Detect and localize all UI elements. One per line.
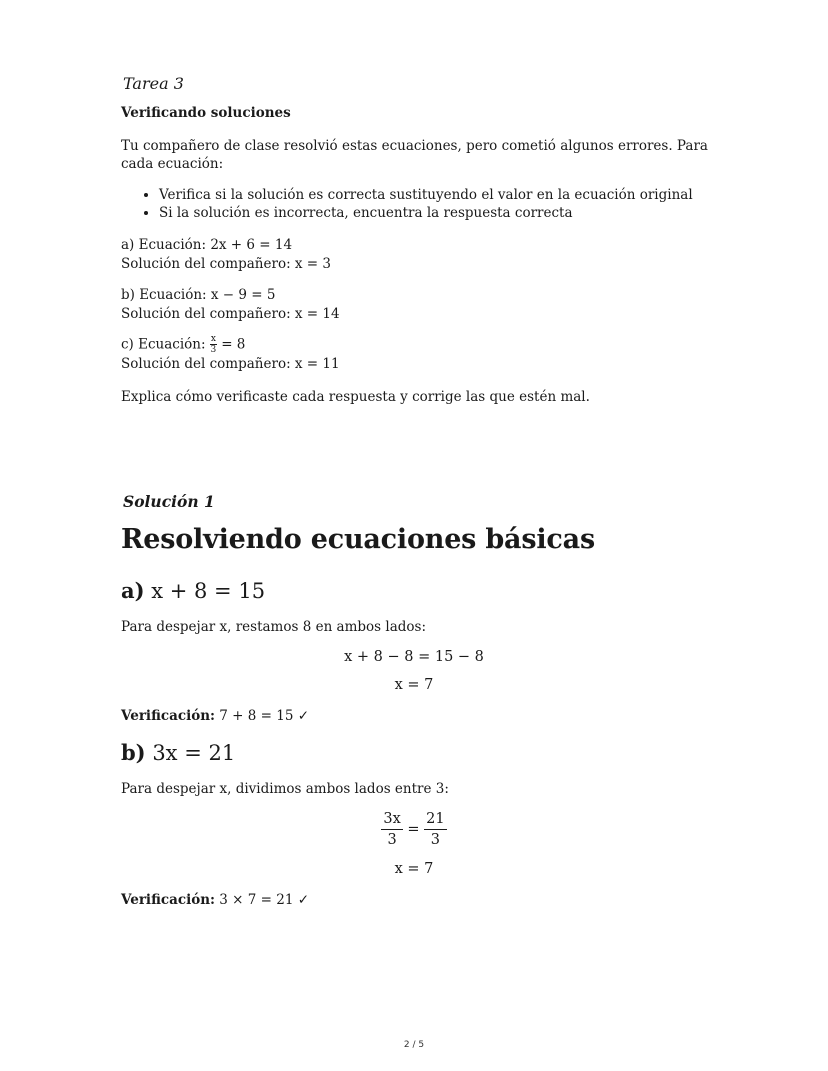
task-answer: x = 14 [294, 306, 340, 322]
fraction-left [381, 810, 402, 849]
part-a-explanation [121, 619, 426, 635]
solution-title: Resolviendo ecuaciones básicas [121, 524, 595, 555]
part-a-verification [121, 708, 309, 724]
part-a-heading [121, 578, 265, 603]
part-label: b) [121, 740, 146, 765]
fraction-denominator: 3 [210, 345, 217, 355]
task-item-prefix: b) Ecuación: [121, 287, 211, 303]
task-answer-label: Solución del compañero: [121, 256, 295, 272]
fraction-numerator: x [210, 334, 216, 344]
task-intro: Tu compañero de clase resolvió estas ecuaciones, pero cometió algunos errores. Para cada ecuación: [121, 138, 708, 172]
task-instructions [121, 186, 693, 222]
task-item-c [121, 335, 340, 374]
part-a-step2: x = 7 [394, 677, 434, 693]
explanation-variable: x [219, 781, 228, 797]
explanation-text: Para despejar [121, 619, 220, 635]
explanation-text: , dividimos ambos lados entre 3: [227, 781, 449, 797]
fraction-right [424, 810, 446, 849]
part-a-step1: x + 8 − 8 = 15 − 8 [344, 649, 484, 665]
explanation-text: , restamos 8 en ambos lados: [227, 619, 427, 635]
task-item-b [121, 286, 340, 324]
task-tag: Tarea 3 [123, 74, 184, 93]
verification-text: 3 × 7 = 21 ✓ [215, 892, 310, 908]
task-closing: Explica cómo verificaste cada respuesta y corrige las que estén mal. [121, 389, 590, 405]
instruction-item: • Verifica si la solución es correcta sustituyendo el valor en la ecuación original [159, 186, 693, 204]
solution-tag: Solución 1 [123, 492, 215, 511]
verification-label: Verificación: [121, 708, 215, 724]
verification-label: Verificación: [121, 892, 215, 908]
part-b-explanation [121, 781, 449, 797]
part-equation: 3x = 21 [152, 741, 236, 765]
equals-sign: = [407, 821, 420, 838]
fraction-numerator: 21 [424, 810, 446, 830]
part-b-fraction-step [0, 810, 828, 849]
task-answer-label: Solución del compañero: [121, 306, 295, 322]
verification-text: 7 + 8 = 15 ✓ [215, 708, 310, 724]
fraction-denominator: 3 [387, 832, 397, 848]
task-item-a [121, 236, 331, 274]
instruction-item: • Si la solución es incorrecta, encuentra la respuesta correcta [159, 204, 693, 222]
fraction-denominator: 3 [430, 832, 440, 848]
task-item-prefix: a) Ecuación: [121, 237, 211, 253]
task-equation: x − 9 = 5 [210, 287, 276, 303]
task-answer: x = 3 [294, 256, 332, 272]
page-number: 2 / 5 [403, 1040, 425, 1050]
task-equation-fraction [210, 335, 217, 355]
task-answer: x = 11 [294, 356, 340, 372]
part-label: a) [121, 578, 145, 603]
task-equation-rest: = 8 [216, 336, 246, 353]
task-item-prefix: c) Ecuación: [121, 336, 210, 353]
explanation-variable: x [219, 619, 228, 635]
part-b-verification [121, 892, 309, 908]
fraction-numerator: 3x [381, 810, 402, 830]
task-subtitle: Verificando soluciones [121, 105, 291, 121]
part-b-step2: x = 7 [394, 861, 434, 877]
part-equation: x + 8 = 15 [151, 579, 266, 603]
task-equation: 2x + 6 = 14 [210, 237, 293, 253]
task-answer-label: Solución del compañero: [121, 356, 295, 372]
explanation-text: Para despejar [121, 781, 220, 797]
part-b-heading [121, 740, 235, 765]
